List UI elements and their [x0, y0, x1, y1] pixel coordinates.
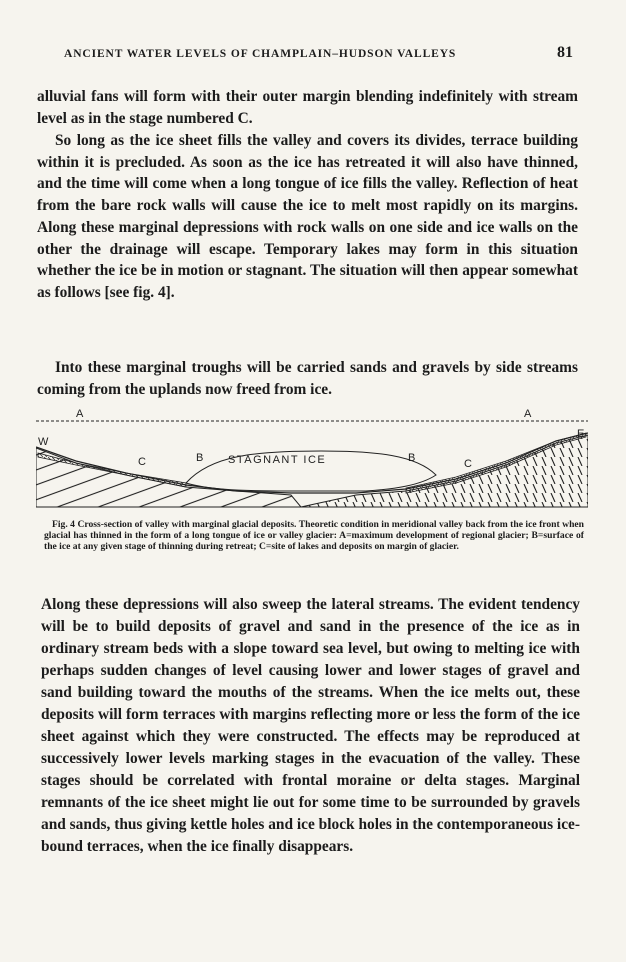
paragraph-3: Into these marginal troughs will be carried sands and gravels by side streams coming from the uplands now freed from ice. [37, 359, 578, 398]
page-number: 81 [557, 44, 573, 61]
label-w: W [38, 436, 49, 448]
cross-section-diagram [36, 403, 588, 513]
label-stagnant-ice: STAGNANT ICE [228, 454, 327, 466]
paragraph-4: Along these depressions will also sweep the lateral streams. The evident tendency will be to build deposits of gravel and sand in the presence of the ice as in ordinary stream beds with a slope toward sea level, but owing to melting ice with perhaps sudden changes of level causing lower and lower stages of gravel and sand building toward the mouths of the streams. When the ice melts out, these deposits will form terraces with margins reflecting more or less the form of the ice sheet against which they were constructed. The effects may be reproduced at successively lower levels marking stages in the evacuation of the valley. These stages should be correlated with frontal moraine or delta stages. Marginal remnants of the ice sheet might lie out for some time to be surrounded by gravels and sands, thus giving kettle holes and ice block holes in the contemporaneous ice-bound terraces, when the ice finally disappears. [41, 596, 580, 855]
label-b-left: B [196, 452, 204, 464]
label-a-right: A [524, 408, 532, 420]
label-a-left: A [76, 408, 84, 420]
page-header [0, 44, 626, 66]
paragraph-2: So long as the ice sheet fills the valley and covers its divides, terrace building within it is precluded. As soon as the ice has retreated it will also have thinned, and the time will come when a long tongue of ice fills the valley. Reflection of heat from the bare rock walls will cause the ice to melt most rapidly on its margins. Along these marginal depressions with rock walls on one side and ice walls on the other the drainage will escape. Temporary lakes may form in this situation whether the ice be in motion or stagnant. The situation will then appear somewhat as follows [see fig. 4]. [37, 132, 578, 301]
label-e: E [577, 428, 585, 440]
running-head: ANCIENT WATER LEVELS OF CHAMPLAIN–HUDSON VALLEYS [64, 48, 457, 60]
paragraph-1: alluvial fans will form with their outer margin blending indefinitely with stream level as in the stage numbered C. [37, 88, 578, 127]
figure-caption: Fig. 4 Cross-section of valley with marginal glacial deposits. Theoretic condition in meridional valley back from the ice front when glacial has thinned in the form of a long tongue of ice or valley glacier: A=maximum development of regional glacier; B=surface of the ice at any given stage of thinning during retreat; C=site of lakes and deposits on margin of glacier. [44, 519, 584, 552]
figure-4-cross-section [36, 403, 588, 513]
label-b-right: B [408, 452, 416, 464]
label-c-left: C [138, 456, 146, 468]
label-c-right: C [464, 458, 472, 470]
